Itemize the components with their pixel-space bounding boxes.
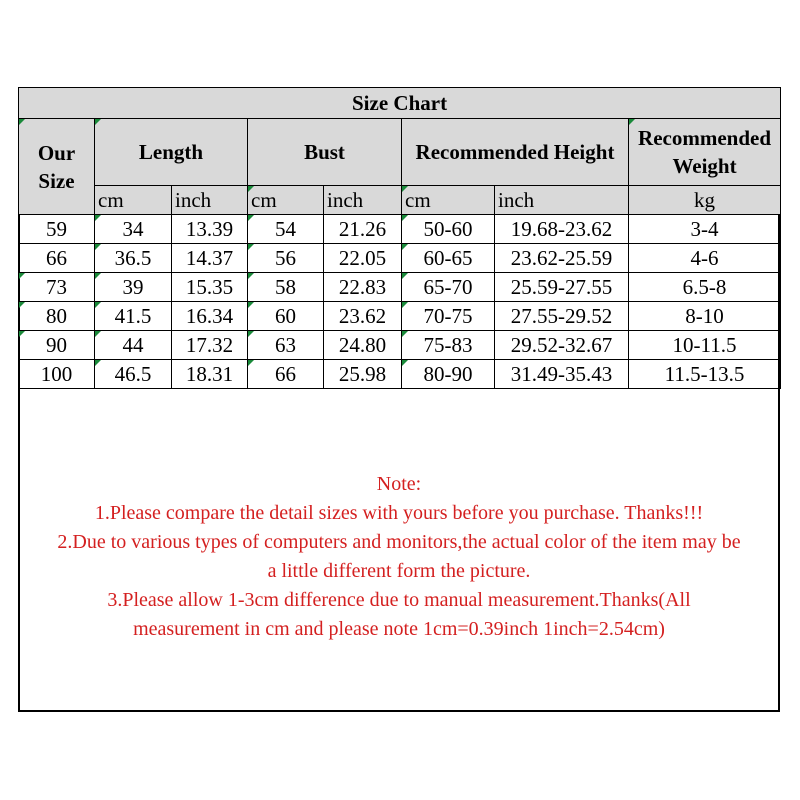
unit-length-inch: inch xyxy=(172,186,248,215)
cell-height-inch: 25.59-27.55 xyxy=(495,273,629,302)
cell-length-cm: 44 xyxy=(95,331,172,360)
note-2-line-1: 2.Due to various types of computers and monitors,the actual color of the item may be xyxy=(57,531,741,553)
header-length: Length xyxy=(95,119,248,186)
cell-height-inch: 27.55-29.52 xyxy=(495,302,629,331)
notes-section xyxy=(20,470,778,644)
cell-size: 80 xyxy=(19,302,95,331)
cell-length-inch: 14.37 xyxy=(172,244,248,273)
cell-weight-kg: 4-6 xyxy=(629,244,781,273)
cell-height-inch: 19.68-23.62 xyxy=(495,215,629,244)
cell-weight-kg: 3-4 xyxy=(629,215,781,244)
cell-length-cm: 41.5 xyxy=(95,302,172,331)
cell-bust-inch: 25.98 xyxy=(324,360,402,389)
size-chart-table xyxy=(18,87,781,389)
cell-bust-cm: 58 xyxy=(248,273,324,302)
cell-height-cm: 50-60 xyxy=(402,215,495,244)
unit-bust-inch: inch xyxy=(324,186,402,215)
header-bust: Bust xyxy=(248,119,402,186)
chart-title: Size Chart xyxy=(19,88,781,119)
cell-bust-inch: 21.26 xyxy=(324,215,402,244)
header-our-size: Our Size xyxy=(19,119,95,215)
table-row xyxy=(19,215,781,244)
table-row xyxy=(19,331,781,360)
cell-height-cm: 75-83 xyxy=(402,331,495,360)
header-recommended-height: Recommended Height xyxy=(402,119,629,186)
cell-bust-cm: 56 xyxy=(248,244,324,273)
cell-weight-kg: 11.5-13.5 xyxy=(629,360,781,389)
cell-bust-cm: 66 xyxy=(248,360,324,389)
cell-size: 100 xyxy=(19,360,95,389)
cell-height-cm: 65-70 xyxy=(402,273,495,302)
cell-length-cm: 34 xyxy=(95,215,172,244)
unit-height-inch: inch xyxy=(495,186,629,215)
cell-height-inch: 23.62-25.59 xyxy=(495,244,629,273)
cell-height-inch: 31.49-35.43 xyxy=(495,360,629,389)
table-row xyxy=(19,360,781,389)
cell-weight-kg: 8-10 xyxy=(629,302,781,331)
note-3-line-2: measurement in cm and please note 1cm=0.39inch 1inch=2.54cm) xyxy=(133,618,665,640)
cell-length-cm: 39 xyxy=(95,273,172,302)
note-3-line-1: 3.Please allow 1-3cm difference due to manual measurement.Thanks(All xyxy=(107,589,691,611)
note-1: 1.Please compare the detail sizes with yours before you purchase. Thanks!!! xyxy=(94,502,704,524)
unit-length-cm: cm xyxy=(95,186,172,215)
cell-bust-inch: 22.05 xyxy=(324,244,402,273)
cell-size: 90 xyxy=(19,331,95,360)
cell-height-cm: 70-75 xyxy=(402,302,495,331)
table-row xyxy=(19,244,781,273)
cell-length-cm: 36.5 xyxy=(95,244,172,273)
cell-bust-cm: 63 xyxy=(248,331,324,360)
cell-bust-inch: 23.62 xyxy=(324,302,402,331)
cell-length-inch: 17.32 xyxy=(172,331,248,360)
cell-length-inch: 13.39 xyxy=(172,215,248,244)
table-row xyxy=(19,302,781,331)
cell-height-cm: 60-65 xyxy=(402,244,495,273)
cell-size: 73 xyxy=(19,273,95,302)
cell-bust-inch: 22.83 xyxy=(324,273,402,302)
cell-bust-inch: 24.80 xyxy=(324,331,402,360)
cell-height-cm: 80-90 xyxy=(402,360,495,389)
unit-bust-cm: cm xyxy=(248,186,324,215)
cell-length-inch: 18.31 xyxy=(172,360,248,389)
cell-weight-kg: 10-11.5 xyxy=(629,331,781,360)
cell-height-inch: 29.52-32.67 xyxy=(495,331,629,360)
cell-length-cm: 46.5 xyxy=(95,360,172,389)
table-row xyxy=(19,273,781,302)
cell-size: 66 xyxy=(19,244,95,273)
cell-bust-cm: 54 xyxy=(248,215,324,244)
unit-height-cm: cm xyxy=(402,186,495,215)
unit-weight-kg: kg xyxy=(629,186,781,215)
note-heading: Note: xyxy=(376,473,422,495)
note-2-line-2: a little different form the picture. xyxy=(267,560,531,582)
cell-length-inch: 16.34 xyxy=(172,302,248,331)
cell-size: 59 xyxy=(19,215,95,244)
cell-weight-kg: 6.5-8 xyxy=(629,273,781,302)
cell-length-inch: 15.35 xyxy=(172,273,248,302)
header-recommended-weight: Recommended Weight xyxy=(629,119,781,186)
cell-bust-cm: 60 xyxy=(248,302,324,331)
